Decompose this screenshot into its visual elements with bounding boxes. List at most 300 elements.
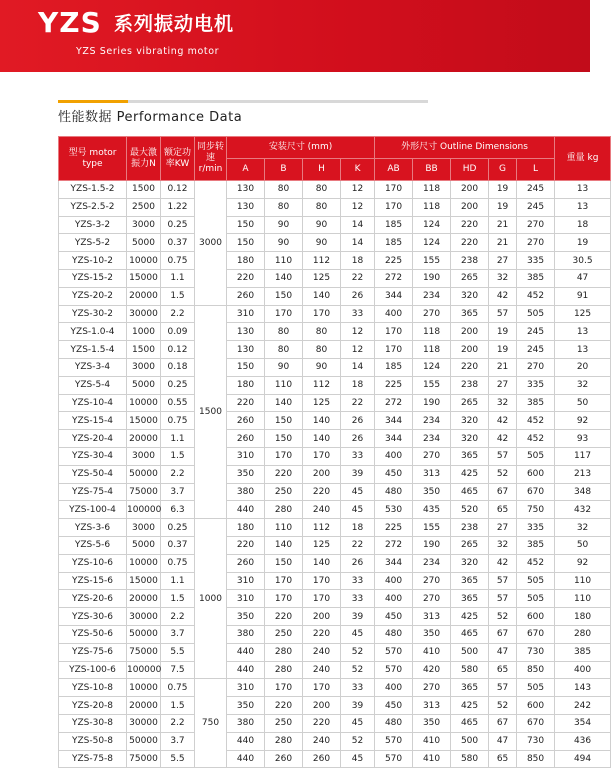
table-cell: 22 <box>341 269 375 287</box>
table-cell: 12 <box>341 323 375 341</box>
table-cell: 52 <box>489 465 517 483</box>
table-cell: 245 <box>517 198 555 216</box>
table-cell: 1.22 <box>161 198 195 216</box>
table-cell: 42 <box>489 430 517 448</box>
table-cell: YZS-10-6 <box>59 554 127 572</box>
table-cell: YZS-100-4 <box>59 501 127 519</box>
table-cell: 310 <box>227 305 265 323</box>
table-cell: 39 <box>341 465 375 483</box>
table-cell: 220 <box>451 216 489 234</box>
header-col-g: G <box>489 159 517 181</box>
table-cell: 200 <box>451 181 489 199</box>
table-cell: YZS-2.5-2 <box>59 198 127 216</box>
table-cell: 140 <box>265 394 303 412</box>
table-cell: 80 <box>265 341 303 359</box>
table-cell: YZS-20-2 <box>59 287 127 305</box>
table-cell: 440 <box>227 732 265 750</box>
table-cell: 18 <box>341 376 375 394</box>
table-cell: 350 <box>413 625 451 643</box>
table-cell: YZS-30-2 <box>59 305 127 323</box>
table-cell: 7.5 <box>161 661 195 679</box>
table-cell: 200 <box>451 341 489 359</box>
table-cell: 50 <box>555 394 611 412</box>
table-cell: 45 <box>341 750 375 768</box>
table-cell: 313 <box>413 465 451 483</box>
table-cell: 170 <box>375 198 413 216</box>
table-cell: 52 <box>489 697 517 715</box>
table-cell: 140 <box>265 269 303 287</box>
table-cell: YZS-1.5-2 <box>59 181 127 199</box>
table-cell: 180 <box>555 608 611 626</box>
table-cell: 3.7 <box>161 625 195 643</box>
table-cell: 580 <box>451 661 489 679</box>
table-cell: 20000 <box>127 287 161 305</box>
table-cell: 80 <box>303 181 341 199</box>
table-cell: 385 <box>517 394 555 412</box>
table-cell: 27 <box>489 376 517 394</box>
table-row <box>59 501 611 519</box>
table-cell: 33 <box>341 590 375 608</box>
table-row <box>59 305 611 323</box>
table-cell: 272 <box>375 269 413 287</box>
header-install-dimensions: 安装尺寸 (mm) <box>227 137 375 159</box>
table-cell: 0.75 <box>161 412 195 430</box>
table-cell: 570 <box>375 732 413 750</box>
table-cell: 354 <box>555 714 611 732</box>
table-cell: 410 <box>413 732 451 750</box>
table-cell: 250 <box>265 625 303 643</box>
table-cell: 50 <box>555 536 611 554</box>
table-cell: 15000 <box>127 412 161 430</box>
table-cell: 505 <box>517 572 555 590</box>
table-cell: 238 <box>451 252 489 270</box>
table-cell: 15000 <box>127 269 161 287</box>
table-cell: 45 <box>341 714 375 732</box>
table-cell: 27 <box>489 252 517 270</box>
speed-cell: 1000 <box>195 519 227 679</box>
table-cell: 118 <box>413 181 451 199</box>
table-cell: 365 <box>451 447 489 465</box>
table-cell: 150 <box>227 216 265 234</box>
table-cell: 150 <box>227 358 265 376</box>
table-cell: 452 <box>517 412 555 430</box>
table-cell: 240 <box>303 661 341 679</box>
table-cell: 32 <box>489 536 517 554</box>
table-cell: 12 <box>341 181 375 199</box>
table-cell: 344 <box>375 554 413 572</box>
header-title-cn: 系列振动电机 <box>114 13 235 35</box>
table-cell: 117 <box>555 447 611 465</box>
table-cell: 100000 <box>127 501 161 519</box>
table-cell: 130 <box>227 181 265 199</box>
table-cell: 265 <box>451 394 489 412</box>
table-cell: 310 <box>227 447 265 465</box>
table-cell: 130 <box>227 198 265 216</box>
table-cell: 20000 <box>127 430 161 448</box>
table-row <box>59 714 611 732</box>
table-cell: 15000 <box>127 572 161 590</box>
table-cell: 33 <box>341 679 375 697</box>
table-cell: 170 <box>265 305 303 323</box>
speed-cell: 3000 <box>195 181 227 306</box>
table-cell: 0.25 <box>161 216 195 234</box>
table-cell: 65 <box>489 661 517 679</box>
table-row <box>59 572 611 590</box>
table-cell: 45 <box>341 483 375 501</box>
table-cell: 220 <box>227 269 265 287</box>
table-cell: 344 <box>375 412 413 430</box>
table-cell: 440 <box>227 501 265 519</box>
table-cell: YZS-5-2 <box>59 234 127 252</box>
table-cell: 140 <box>303 412 341 430</box>
table-row <box>59 252 611 270</box>
table-cell: 272 <box>375 536 413 554</box>
table-cell: 2500 <box>127 198 161 216</box>
table-cell: 22 <box>341 394 375 412</box>
table-cell: 435 <box>413 501 451 519</box>
table-cell: 220 <box>265 465 303 483</box>
table-cell: 19 <box>489 181 517 199</box>
table-cell: 260 <box>265 750 303 768</box>
table-cell: 385 <box>517 536 555 554</box>
table-cell: YZS-3-4 <box>59 358 127 376</box>
table-cell: 425 <box>451 465 489 483</box>
table-cell: 280 <box>265 643 303 661</box>
table-cell: 400 <box>375 447 413 465</box>
table-row <box>59 323 611 341</box>
table-cell: 13 <box>555 341 611 359</box>
table-cell: 14 <box>341 216 375 234</box>
table-cell: 200 <box>451 198 489 216</box>
table-cell: 110 <box>265 519 303 537</box>
table-cell: 170 <box>303 679 341 697</box>
table-cell: 0.37 <box>161 234 195 252</box>
table-cell: 240 <box>303 732 341 750</box>
table-cell: 505 <box>517 679 555 697</box>
table-cell: 110 <box>555 590 611 608</box>
table-cell: 1.1 <box>161 269 195 287</box>
table-cell: 225 <box>375 519 413 537</box>
table-cell: 90 <box>303 216 341 234</box>
table-cell: 600 <box>517 608 555 626</box>
table-row <box>59 536 611 554</box>
table-cell: 280 <box>265 501 303 519</box>
table-cell: YZS-30-6 <box>59 608 127 626</box>
table-cell: 26 <box>341 412 375 430</box>
table-cell: YZS-15-6 <box>59 572 127 590</box>
table-cell: 5000 <box>127 234 161 252</box>
table-row <box>59 287 611 305</box>
table-cell: 380 <box>227 483 265 501</box>
table-cell: 170 <box>265 590 303 608</box>
table-cell: 112 <box>303 519 341 537</box>
table-cell: 465 <box>451 714 489 732</box>
table-cell: 20000 <box>127 590 161 608</box>
table-cell: 52 <box>341 732 375 750</box>
table-cell: 90 <box>265 358 303 376</box>
table-cell: 50000 <box>127 625 161 643</box>
table-cell: 270 <box>413 590 451 608</box>
table-cell: 140 <box>303 287 341 305</box>
table-cell: 110 <box>265 252 303 270</box>
header-col-a: A <box>227 159 265 181</box>
table-cell: 530 <box>375 501 413 519</box>
table-cell: 213 <box>555 465 611 483</box>
table-cell: 313 <box>413 608 451 626</box>
table-cell: 450 <box>375 697 413 715</box>
table-cell: 18 <box>341 519 375 537</box>
table-cell: 250 <box>265 714 303 732</box>
table-cell: 100000 <box>127 661 161 679</box>
table-cell: 57 <box>489 590 517 608</box>
table-cell: YZS-10-2 <box>59 252 127 270</box>
table-cell: 494 <box>555 750 611 768</box>
table-cell: 125 <box>555 305 611 323</box>
table-cell: 185 <box>375 216 413 234</box>
table-cell: 452 <box>517 287 555 305</box>
table-cell: 21 <box>489 216 517 234</box>
table-row <box>59 483 611 501</box>
table-cell: 19 <box>555 234 611 252</box>
table-cell: 170 <box>265 447 303 465</box>
table-cell: 26 <box>341 554 375 572</box>
table-cell: 57 <box>489 572 517 590</box>
table-cell: 10000 <box>127 679 161 697</box>
table-cell: 500 <box>451 643 489 661</box>
table-cell: 32 <box>489 394 517 412</box>
table-cell: 65 <box>489 501 517 519</box>
table-cell: 22 <box>341 536 375 554</box>
table-cell: 270 <box>413 305 451 323</box>
table-cell: 272 <box>375 394 413 412</box>
table-cell: 21 <box>489 358 517 376</box>
table-cell: YZS-75-8 <box>59 750 127 768</box>
table-cell: 850 <box>517 661 555 679</box>
table-cell: 280 <box>265 732 303 750</box>
table-cell: YZS-15-4 <box>59 412 127 430</box>
header-col-k: K <box>341 159 375 181</box>
table-cell: 50000 <box>127 732 161 750</box>
table-cell: YZS-20-4 <box>59 430 127 448</box>
table-cell: 2.2 <box>161 714 195 732</box>
table-cell: 313 <box>413 697 451 715</box>
table-cell: 320 <box>451 412 489 430</box>
table-cell: 260 <box>303 750 341 768</box>
table-cell: 19 <box>489 323 517 341</box>
table-cell: 170 <box>303 572 341 590</box>
table-row <box>59 216 611 234</box>
table-cell: YZS-20-8 <box>59 697 127 715</box>
table-cell: 520 <box>451 501 489 519</box>
table-cell: 570 <box>375 750 413 768</box>
table-cell: 220 <box>451 358 489 376</box>
table-cell: 265 <box>451 536 489 554</box>
table-row <box>59 198 611 216</box>
table-cell: 220 <box>451 234 489 252</box>
table-cell: 65 <box>489 750 517 768</box>
table-row <box>59 269 611 287</box>
table-cell: 670 <box>517 625 555 643</box>
table-cell: 335 <box>517 519 555 537</box>
table-cell: 39 <box>341 697 375 715</box>
table-cell: 380 <box>227 714 265 732</box>
table-cell: 250 <box>265 483 303 501</box>
table-cell: 270 <box>413 572 451 590</box>
table-cell: 200 <box>303 608 341 626</box>
table-cell: YZS-50-8 <box>59 732 127 750</box>
table-cell: 33 <box>341 305 375 323</box>
table-cell: 344 <box>375 287 413 305</box>
table-cell: 52 <box>489 608 517 626</box>
table-cell: 270 <box>413 679 451 697</box>
speed-cell: 750 <box>195 679 227 768</box>
table-cell: YZS-30-4 <box>59 447 127 465</box>
table-cell: 124 <box>413 234 451 252</box>
table-row <box>59 732 611 750</box>
table-cell: 348 <box>555 483 611 501</box>
table-cell: 19 <box>489 198 517 216</box>
table-cell: 93 <box>555 430 611 448</box>
table-cell: 220 <box>227 394 265 412</box>
table-cell: 240 <box>303 643 341 661</box>
table-row <box>59 750 611 768</box>
table-cell: 26 <box>341 287 375 305</box>
table-cell: 410 <box>413 750 451 768</box>
table-cell: 18 <box>341 252 375 270</box>
table-cell: 0.75 <box>161 554 195 572</box>
table-row <box>59 234 611 252</box>
table-cell: 170 <box>375 341 413 359</box>
table-cell: 480 <box>375 625 413 643</box>
table-cell: 440 <box>227 643 265 661</box>
table-cell: 234 <box>413 430 451 448</box>
table-cell: 400 <box>375 572 413 590</box>
table-cell: 234 <box>413 412 451 430</box>
table-cell: 130 <box>227 323 265 341</box>
table-cell: 13 <box>555 181 611 199</box>
table-cell: 270 <box>517 216 555 234</box>
table-cell: 570 <box>375 643 413 661</box>
table-cell: 67 <box>489 714 517 732</box>
table-cell: 10000 <box>127 554 161 572</box>
table-cell: 270 <box>517 234 555 252</box>
table-cell: 245 <box>517 181 555 199</box>
section-title: 性能数据 Performance Data <box>58 110 243 125</box>
table-cell: 112 <box>303 252 341 270</box>
table-cell: 3000 <box>127 216 161 234</box>
header-max-force: 最大激振力N <box>127 137 161 181</box>
table-cell: 385 <box>555 643 611 661</box>
table-row <box>59 465 611 483</box>
table-cell: 5000 <box>127 376 161 394</box>
table-cell: 480 <box>375 483 413 501</box>
table-cell: 400 <box>375 590 413 608</box>
table-cell: 125 <box>303 269 341 287</box>
table-cell: YZS-5-4 <box>59 376 127 394</box>
header-col-hd: HD <box>451 159 489 181</box>
table-cell: 380 <box>227 625 265 643</box>
table-cell: 480 <box>375 714 413 732</box>
table-cell: 245 <box>517 341 555 359</box>
table-cell: 280 <box>265 661 303 679</box>
table-cell: 0.25 <box>161 376 195 394</box>
table-row <box>59 679 611 697</box>
table-cell: 47 <box>489 732 517 750</box>
table-cell: 80 <box>303 198 341 216</box>
table-cell: YZS-50-4 <box>59 465 127 483</box>
table-cell: 1.1 <box>161 572 195 590</box>
table-cell: 80 <box>265 323 303 341</box>
header-rated-power: 额定功率KW <box>161 137 195 181</box>
table-cell: 400 <box>375 679 413 697</box>
table-cell: 42 <box>489 412 517 430</box>
table-cell: 310 <box>227 590 265 608</box>
table-cell: 570 <box>375 661 413 679</box>
header-col-b: B <box>265 159 303 181</box>
table-cell: 185 <box>375 358 413 376</box>
table-cell: YZS-10-8 <box>59 679 127 697</box>
table-cell: 39 <box>341 608 375 626</box>
table-cell: YZS-100-6 <box>59 661 127 679</box>
table-cell: YZS-3-6 <box>59 519 127 537</box>
table-cell: 80 <box>265 181 303 199</box>
table-cell: 20 <box>555 358 611 376</box>
table-cell: 410 <box>413 643 451 661</box>
table-cell: 50000 <box>127 465 161 483</box>
table-cell: 0.25 <box>161 519 195 537</box>
table-cell: 190 <box>413 394 451 412</box>
table-row <box>59 608 611 626</box>
section-divider-accent <box>58 100 128 103</box>
table-cell: 150 <box>265 430 303 448</box>
table-cell: 505 <box>517 447 555 465</box>
table-cell: 670 <box>517 714 555 732</box>
table-cell: 80 <box>303 341 341 359</box>
table-cell: 400 <box>375 305 413 323</box>
table-cell: 170 <box>265 679 303 697</box>
table-cell: YZS-30-8 <box>59 714 127 732</box>
table-cell: 465 <box>451 483 489 501</box>
table-cell: 1000 <box>127 323 161 341</box>
table-row <box>59 394 611 412</box>
table-cell: 90 <box>265 216 303 234</box>
table-row <box>59 625 611 643</box>
table-row <box>59 447 611 465</box>
table-cell: 420 <box>413 661 451 679</box>
table-cell: 365 <box>451 590 489 608</box>
table-cell: 32 <box>489 269 517 287</box>
table-cell: 143 <box>555 679 611 697</box>
table-cell: YZS-75-6 <box>59 643 127 661</box>
table-cell: 155 <box>413 519 451 537</box>
table-cell: 365 <box>451 305 489 323</box>
table-cell: 124 <box>413 358 451 376</box>
table-cell: 3000 <box>127 358 161 376</box>
table-cell: 47 <box>489 643 517 661</box>
table-cell: 112 <box>303 376 341 394</box>
table-cell: 320 <box>451 554 489 572</box>
table-cell: 125 <box>303 394 341 412</box>
table-header <box>59 137 611 181</box>
table-cell: 3.7 <box>161 483 195 501</box>
table-cell: 225 <box>375 252 413 270</box>
table-cell: 1.5 <box>161 590 195 608</box>
table-cell: 452 <box>517 554 555 572</box>
table-cell: 6.3 <box>161 501 195 519</box>
table-cell: 425 <box>451 608 489 626</box>
table-cell: 500 <box>451 732 489 750</box>
table-cell: 238 <box>451 519 489 537</box>
